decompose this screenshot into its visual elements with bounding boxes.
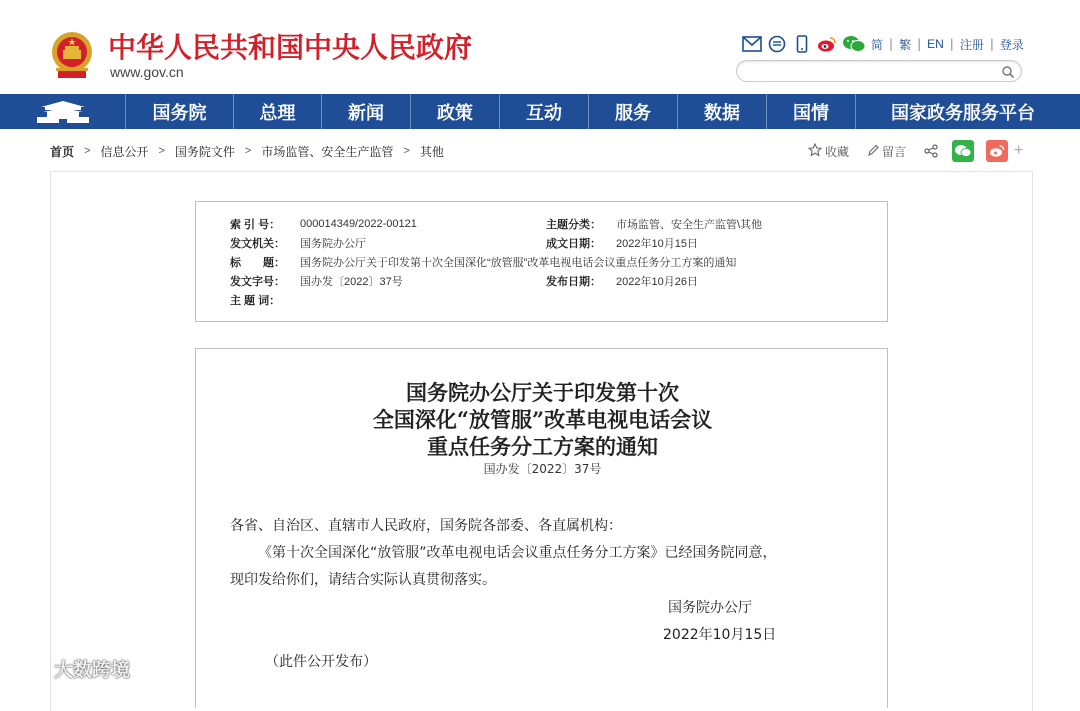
document-date: 2022年10月15日 bbox=[663, 627, 777, 643]
nav-item-national-conditions[interactable]: 国情 bbox=[767, 94, 856, 129]
breadcrumb-other[interactable]: 其他 bbox=[419, 144, 444, 159]
lang-traditional-link[interactable]: 繁 bbox=[899, 37, 912, 52]
chevron-right-icon: > bbox=[403, 145, 410, 157]
main-nav bbox=[0, 94, 1080, 129]
meta-keywords-label: 主 题 词： bbox=[230, 295, 281, 307]
separator: | bbox=[949, 37, 954, 51]
meta-docno-label: 发文字号： bbox=[230, 276, 285, 288]
collect-button[interactable] bbox=[808, 143, 849, 160]
meta-title-value: 国务院办公厅关于印发第十次全国深化“放管服”改革电视电话会议重点任务分工方案的通知 bbox=[300, 257, 737, 269]
document-title-line-2: 全国深化“放管服”改革电视电话会议 bbox=[372, 407, 713, 432]
header-tools bbox=[742, 34, 1024, 54]
meta-index-value: 000014349/2022-00121 bbox=[300, 218, 417, 230]
document-title-line-3: 重点任务分工方案的通知 bbox=[427, 434, 658, 459]
search-icon[interactable] bbox=[1001, 64, 1015, 83]
share-icon[interactable] bbox=[924, 144, 938, 158]
message-icon[interactable] bbox=[767, 35, 787, 53]
meta-written-date bbox=[546, 235, 698, 251]
meta-title bbox=[230, 254, 736, 270]
nav-item-interaction[interactable]: 互动 bbox=[500, 94, 589, 129]
document-body-line-2: 现印发给你们，请结合实际认真贯彻落实。 bbox=[230, 572, 496, 588]
breadcrumb bbox=[50, 142, 444, 160]
search-input[interactable] bbox=[747, 62, 997, 82]
document-number: 国办发〔2022〕37号 bbox=[483, 462, 602, 476]
meta-doc-number bbox=[230, 273, 403, 289]
nav-item-news[interactable]: 新闻 bbox=[322, 94, 411, 129]
meta-keywords bbox=[230, 292, 300, 308]
separator: | bbox=[989, 37, 994, 51]
watermark-logo-icon bbox=[10, 655, 50, 682]
national-emblem-logo[interactable] bbox=[50, 30, 94, 80]
separator: | bbox=[889, 37, 894, 51]
site-header bbox=[0, 0, 1080, 94]
chevron-right-icon: > bbox=[84, 145, 91, 157]
chevron-right-icon: > bbox=[244, 145, 252, 157]
site-url[interactable]: www.gov.cn bbox=[110, 64, 184, 80]
lang-english-link[interactable]: EN bbox=[927, 37, 944, 51]
meta-issuer bbox=[230, 235, 366, 251]
meta-written-value: 2022年10月15日 bbox=[616, 238, 698, 250]
document-body-line-1: 《第十次全国深化“放管服”改革电视电话会议重点任务分工方案》已经国务院同意， bbox=[258, 545, 777, 561]
meta-issuer-label: 发文机关： bbox=[230, 238, 285, 250]
nav-item-service-platform[interactable]: 国家政务服务平台 bbox=[891, 102, 1035, 124]
meta-written-label: 成文日期： bbox=[546, 238, 601, 250]
search-box bbox=[736, 60, 1022, 82]
document-signer: 国务院办公厅 bbox=[668, 600, 752, 616]
meta-index-label: 索 引 号： bbox=[230, 219, 281, 231]
breadcrumb-state-council-docs[interactable]: 国务院文件 bbox=[174, 144, 235, 159]
register-link[interactable]: 注册 bbox=[959, 37, 984, 52]
meta-category bbox=[546, 216, 762, 232]
meta-published-value: 2022年10月26日 bbox=[616, 276, 698, 288]
meta-index bbox=[230, 216, 417, 232]
comment-label: 留言 bbox=[882, 144, 907, 159]
share-toolbar bbox=[808, 140, 1023, 162]
separator: | bbox=[917, 37, 922, 51]
site-title[interactable]: 中华人民共和国中央人民政府 bbox=[108, 31, 473, 64]
wechat-share-button[interactable] bbox=[952, 140, 974, 162]
nav-item-premier[interactable]: 总理 bbox=[234, 94, 322, 129]
watermark bbox=[10, 655, 130, 682]
meta-title-label: 标 题： bbox=[230, 257, 285, 269]
meta-category-value: 市场监管、安全生产监管\其他 bbox=[616, 219, 763, 231]
pencil-icon bbox=[867, 143, 879, 160]
meta-published-label: 发布日期： bbox=[546, 276, 601, 288]
document-publish-note: （此件公开发布） bbox=[265, 654, 377, 670]
breadcrumb-info-disclosure[interactable]: 信息公开 bbox=[100, 144, 149, 159]
nav-item-policy[interactable]: 政策 bbox=[411, 94, 500, 129]
nav-home-tiananmen-icon[interactable] bbox=[0, 94, 126, 129]
meta-docno-value: 国办发〔2022〕37号 bbox=[300, 276, 403, 288]
document-body bbox=[195, 348, 888, 708]
mobile-icon[interactable] bbox=[792, 35, 812, 53]
wechat-icon[interactable] bbox=[842, 35, 866, 53]
login-link[interactable]: 登录 bbox=[999, 37, 1024, 52]
document-metadata-table bbox=[195, 201, 888, 322]
mail-icon[interactable] bbox=[742, 35, 762, 53]
comment-button[interactable] bbox=[867, 143, 906, 160]
collect-label: 收藏 bbox=[825, 144, 850, 159]
watermark-text: 大数跨境 bbox=[54, 659, 131, 681]
lang-simplified-link[interactable]: 简 bbox=[871, 37, 884, 52]
meta-category-label: 主题分类： bbox=[546, 219, 601, 231]
nav-item-data[interactable]: 数据 bbox=[678, 94, 767, 129]
breadcrumb-home[interactable]: 首页 bbox=[50, 144, 75, 159]
more-share-button[interactable]: + bbox=[1014, 142, 1024, 159]
chevron-right-icon: > bbox=[158, 145, 165, 157]
document-addressee: 各省、自治区、直辖市人民政府，国务院各部委、各直属机构： bbox=[230, 518, 622, 534]
meta-published-date bbox=[546, 273, 698, 289]
weibo-share-button[interactable] bbox=[986, 140, 1008, 162]
nav-item-state-council[interactable]: 国务院 bbox=[126, 94, 234, 129]
document-title-line-1: 国务院办公厅关于印发第十次 bbox=[406, 380, 679, 405]
breadcrumb-market-supervision[interactable]: 市场监管、安全生产监管 bbox=[261, 144, 394, 159]
meta-issuer-value: 国务院办公厅 bbox=[300, 238, 366, 250]
star-icon bbox=[808, 143, 822, 160]
nav-item-services[interactable]: 服务 bbox=[589, 94, 678, 129]
weibo-icon[interactable] bbox=[817, 35, 837, 53]
